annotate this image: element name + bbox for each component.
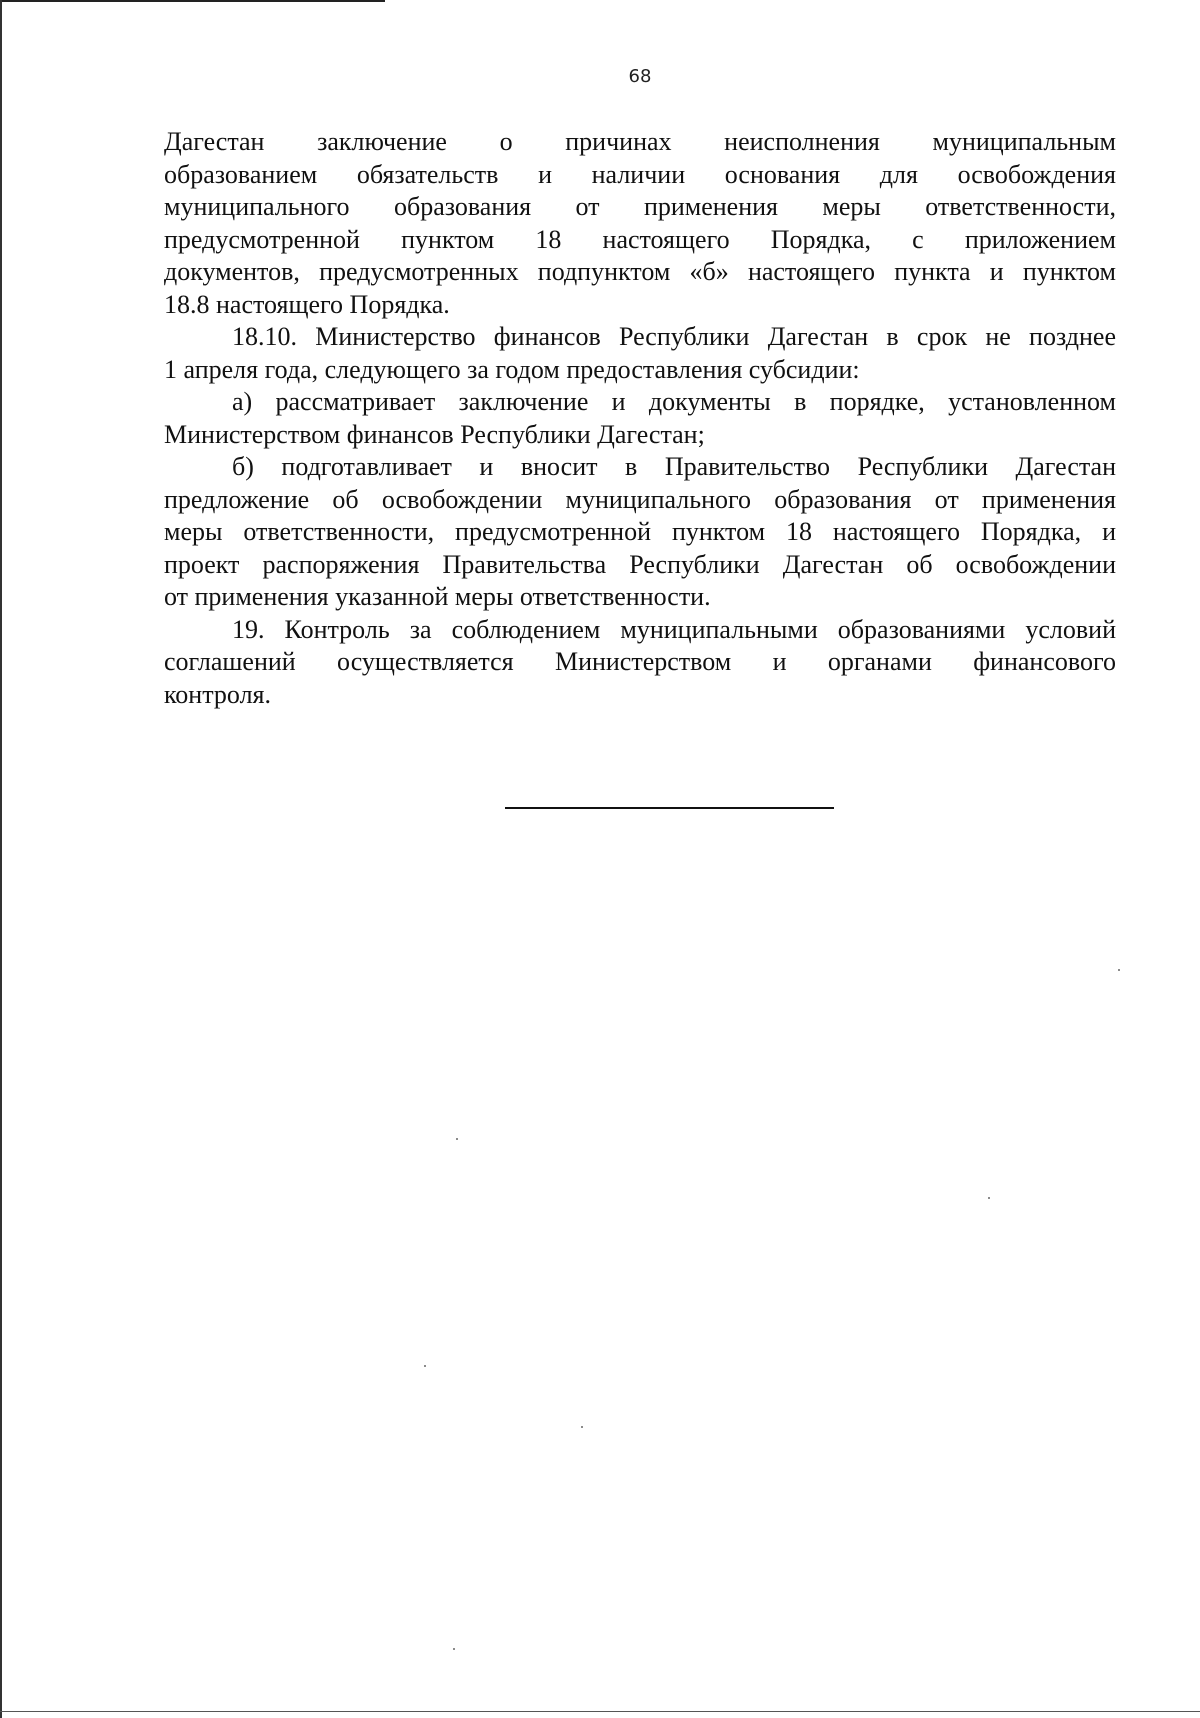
text-line: предусмотренной пунктом 18 настоящего Порядка, с приложением bbox=[164, 224, 1116, 254]
end-of-text-rule bbox=[505, 807, 834, 809]
scan-speck bbox=[581, 1426, 583, 1428]
scan-edge-top bbox=[0, 0, 385, 2]
text-line: муниципального образования от применения меры ответственности, bbox=[164, 192, 1116, 221]
text-line: а) рассматривает заключение и документы в порядке, установленном bbox=[232, 387, 1116, 416]
text-line: меры ответственности, предусмотренной пунктом 18 настоящего Порядка, и bbox=[164, 517, 1116, 546]
text-line: проект распоряжения Правительства Республики Дагестан об освобождении bbox=[164, 549, 1116, 579]
document-body bbox=[164, 126, 1116, 711]
page-number: 68 bbox=[628, 66, 652, 87]
text-line: Министерством финансов Республики Дагестан; bbox=[164, 419, 705, 449]
text-line: 1 апреля года, следующего за годом предоставления субсидии: bbox=[164, 354, 860, 384]
paragraph bbox=[164, 321, 1116, 386]
text-line: 19. Контроль за соблюдением муниципальными образованиями условий bbox=[232, 614, 1116, 644]
text-line: документов, предусмотренных подпунктом «б» настоящего пункта и пунктом bbox=[164, 257, 1116, 286]
text-line: от применения указанной меры ответственности. bbox=[164, 582, 711, 611]
text-line: контроля. bbox=[164, 679, 271, 709]
text-line: Дагестан заключение о причинах неисполнения муниципальным bbox=[164, 127, 1116, 156]
text-line: 18.8 настоящего Порядка. bbox=[164, 289, 450, 319]
text-line: образованием обязательств и наличии основания для освобождения bbox=[164, 159, 1116, 189]
scan-edge-left bbox=[0, 0, 2, 1718]
scan-speck bbox=[453, 1648, 455, 1650]
scan-speck bbox=[424, 1365, 426, 1367]
text-line: предложение об освобождении муниципального образования от применения bbox=[164, 484, 1116, 514]
scan-edge-bottom bbox=[0, 1711, 1200, 1712]
paragraph bbox=[164, 126, 1116, 321]
scan-speck bbox=[456, 1138, 458, 1140]
scan-speck bbox=[1118, 969, 1120, 971]
text-line: 18.10. Министерство финансов Республики Дагестан в срок не позднее bbox=[232, 322, 1116, 351]
text-line: соглашений осуществляется Министерством и органами финансового bbox=[164, 647, 1116, 676]
text-line: б) подготавливает и вносит в Правительство Республики Дагестан bbox=[232, 452, 1116, 481]
paragraph bbox=[164, 451, 1116, 614]
scan-speck bbox=[988, 1197, 990, 1199]
paragraph bbox=[164, 614, 1116, 712]
paragraph bbox=[164, 386, 1116, 451]
